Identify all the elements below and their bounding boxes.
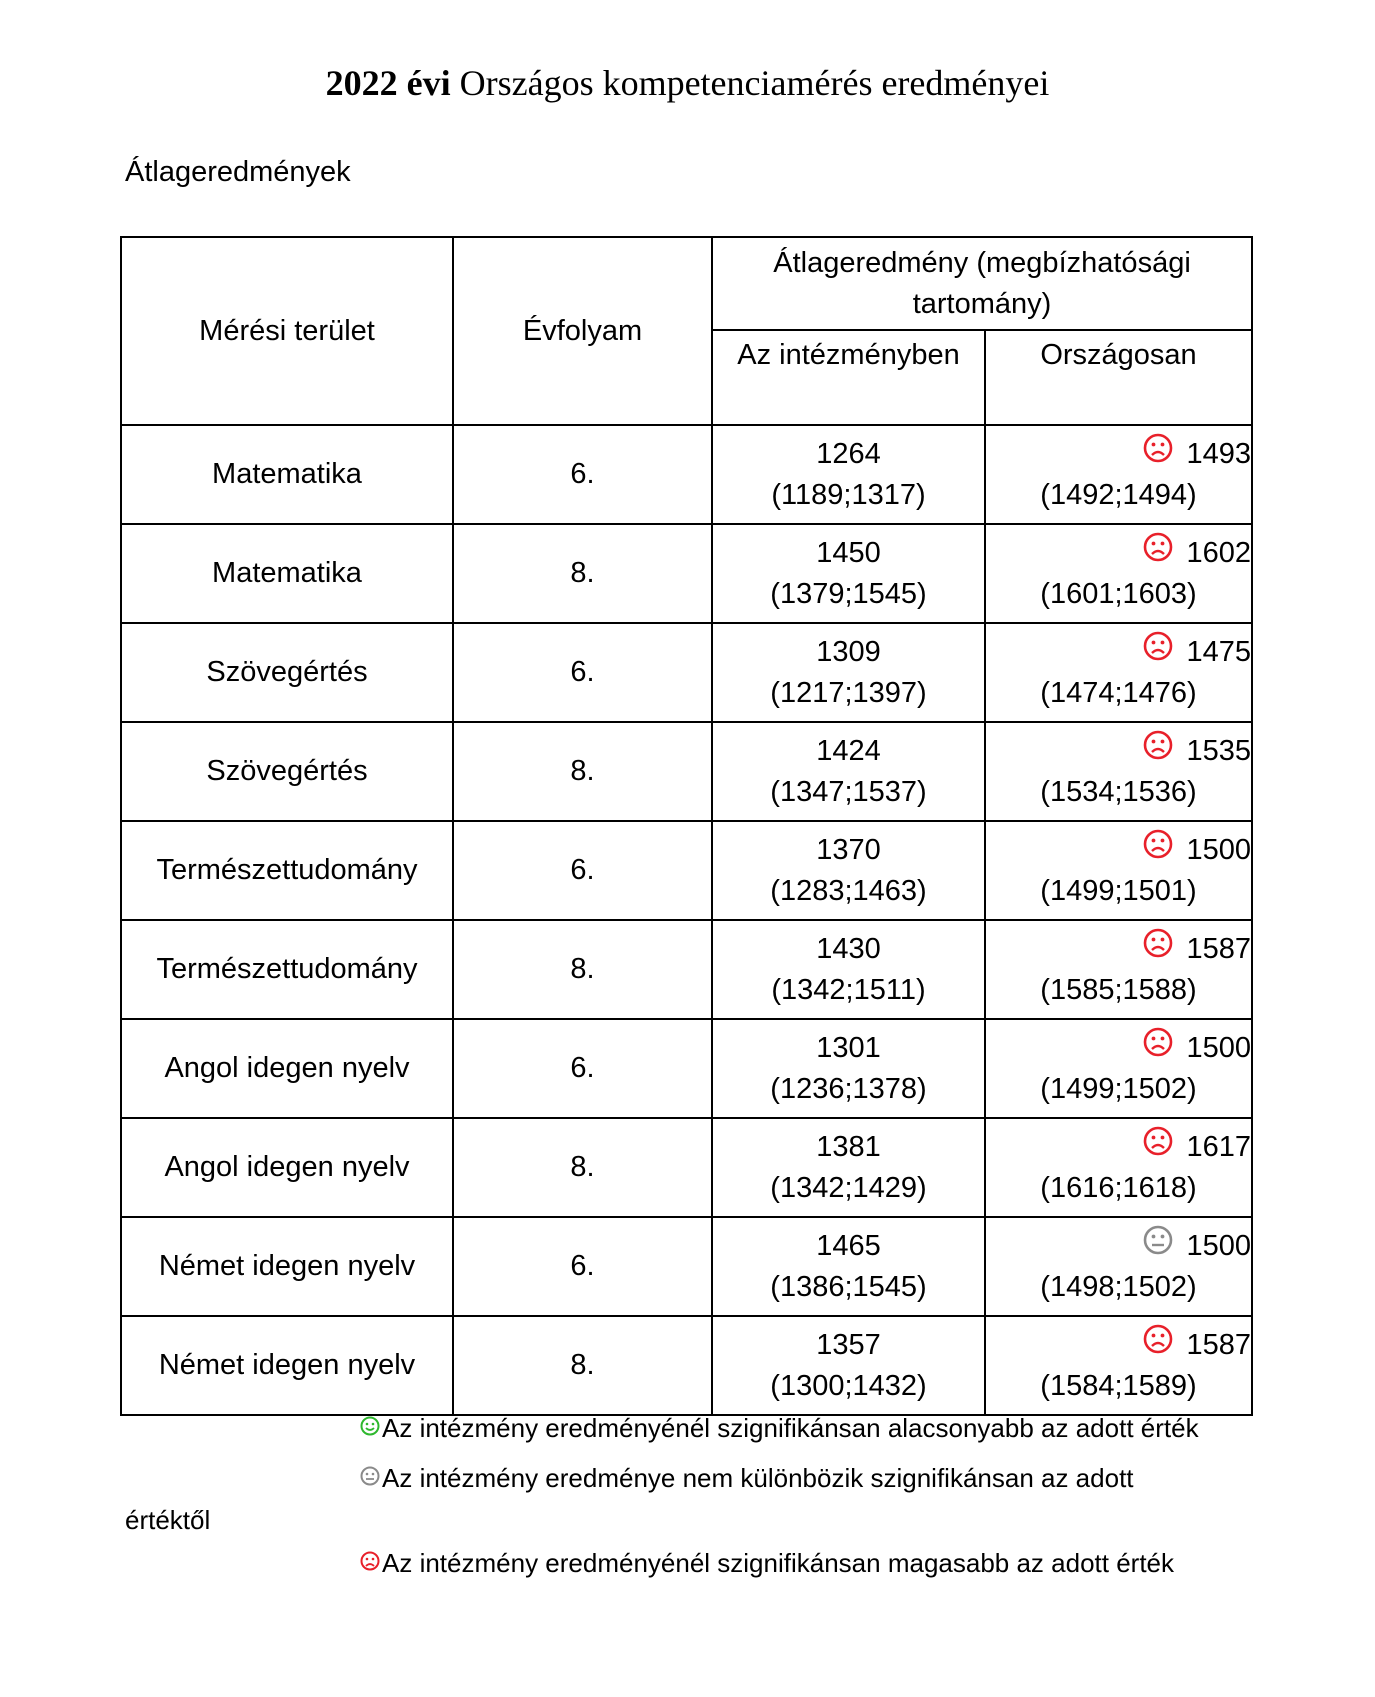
institution-range: (1300;1432) [770, 1369, 927, 1402]
neutral-face-icon [1143, 1225, 1173, 1255]
header-grade: Évfolyam [453, 237, 712, 425]
institution-range: (1347;1537) [770, 775, 927, 808]
cell-national [985, 1316, 1252, 1415]
table-row [121, 1019, 1252, 1118]
cell-national [985, 821, 1252, 920]
national-range: (1534;1536) [1040, 775, 1197, 808]
cell-area: Matematika [121, 425, 453, 524]
cell-institution [712, 1316, 985, 1415]
national-range: (1492;1494) [1040, 478, 1197, 511]
national-average: 1493 [1186, 437, 1252, 470]
cell-national [985, 623, 1252, 722]
cell-area: Természettudomány [121, 821, 453, 920]
cell-institution [712, 524, 985, 623]
sad-face-icon [1143, 730, 1173, 760]
table-row [121, 1217, 1252, 1316]
happy-face-icon [360, 1416, 380, 1436]
cell-grade: 6. [453, 425, 712, 524]
table-row [121, 821, 1252, 920]
legend-higher-text: Az intézmény eredményénél szignifikánsan magasabb az adott érték [382, 1548, 1174, 1578]
neutral-face-icon [360, 1466, 380, 1486]
national-range: (1601;1603) [1040, 577, 1197, 610]
cell-institution [712, 623, 985, 722]
cell-national [985, 425, 1252, 524]
legend-lower-text: Az intézmény eredményénél szignifikánsan alacsonyabb az adott érték [382, 1413, 1199, 1443]
page-title [0, 62, 1375, 104]
national-average: 1587 [1186, 932, 1252, 965]
cell-institution [712, 1217, 985, 1316]
header-area: Mérési terület [121, 237, 453, 425]
institution-range: (1189;1317) [771, 478, 926, 511]
cell-grade: 8. [453, 1118, 712, 1217]
national-range: (1474;1476) [1040, 676, 1197, 709]
institution-range: (1386;1545) [770, 1270, 927, 1303]
national-average: 1535 [1186, 734, 1252, 767]
national-average: 1602 [1186, 536, 1252, 569]
institution-average: 1430 [816, 932, 881, 965]
institution-average: 1301 [816, 1031, 881, 1064]
national-range: (1498;1502) [1040, 1270, 1197, 1303]
section-subtitle: Átlageredmények [125, 156, 351, 188]
cell-institution [712, 1019, 985, 1118]
table-row [121, 1316, 1252, 1415]
national-average: 1475 [1186, 635, 1252, 668]
table-row [121, 425, 1252, 524]
cell-area: Szövegértés [121, 722, 453, 821]
legend-same-continued: értéktől [125, 1505, 211, 1535]
sad-face-icon [1143, 928, 1173, 958]
national-range: (1499;1501) [1040, 874, 1197, 907]
header-national: Országosan [985, 330, 1252, 425]
cell-national [985, 524, 1252, 623]
cell-area: Szövegértés [121, 623, 453, 722]
cell-institution [712, 722, 985, 821]
cell-national [985, 1217, 1252, 1316]
cell-national [985, 722, 1252, 821]
cell-institution [712, 425, 985, 524]
national-average: 1500 [1186, 833, 1252, 866]
table-row [121, 920, 1252, 1019]
institution-range: (1342;1511) [771, 973, 926, 1006]
sad-face-icon [1143, 1324, 1173, 1354]
national-range: (1585;1588) [1040, 973, 1197, 1006]
cell-area: Német idegen nyelv [121, 1316, 453, 1415]
cell-area: Német idegen nyelv [121, 1217, 453, 1316]
legend-same [360, 1462, 1134, 1494]
institution-range: (1379;1545) [770, 577, 927, 610]
sad-face-icon [1143, 433, 1173, 463]
institution-average: 1424 [816, 734, 881, 767]
header-average-group: Átlageredmény (megbízhatósági tartomány) [712, 237, 1252, 330]
title-text: Országos kompetenciamérés eredményei [459, 63, 1050, 103]
cell-national [985, 1019, 1252, 1118]
cell-institution [712, 920, 985, 1019]
institution-average: 1465 [816, 1229, 881, 1262]
sad-face-icon [1143, 829, 1173, 859]
cell-grade: 6. [453, 821, 712, 920]
national-average: 1587 [1186, 1328, 1252, 1361]
table-row [121, 1118, 1252, 1217]
sad-face-icon [1143, 1126, 1173, 1156]
sad-face-icon [1143, 532, 1173, 562]
institution-average: 1370 [816, 833, 881, 866]
national-range: (1584;1589) [1040, 1369, 1197, 1402]
national-average: 1500 [1186, 1229, 1252, 1262]
header-institution: Az intézményben [712, 330, 985, 425]
institution-average: 1309 [816, 635, 881, 668]
cell-national [985, 920, 1252, 1019]
institution-range: (1342;1429) [770, 1171, 927, 1204]
cell-grade: 8. [453, 1316, 712, 1415]
sad-face-icon [1143, 1027, 1173, 1057]
cell-grade: 6. [453, 1217, 712, 1316]
results-table [120, 236, 1253, 1416]
sad-face-icon [1143, 631, 1173, 661]
cell-institution [712, 1118, 985, 1217]
institution-average: 1357 [816, 1328, 881, 1361]
national-range: (1499;1502) [1040, 1072, 1197, 1105]
title-year: 2022 évi [325, 63, 451, 103]
table-row [121, 722, 1252, 821]
legend-lower [360, 1412, 1199, 1444]
header-row [121, 237, 1252, 330]
institution-average: 1450 [816, 536, 881, 569]
cell-area: Angol idegen nyelv [121, 1118, 453, 1217]
cell-grade: 8. [453, 524, 712, 623]
institution-range: (1283;1463) [770, 874, 927, 907]
cell-grade: 6. [453, 1019, 712, 1118]
cell-institution [712, 821, 985, 920]
national-average: 1617 [1186, 1130, 1252, 1163]
cell-area: Angol idegen nyelv [121, 1019, 453, 1118]
table-row [121, 623, 1252, 722]
national-average: 1500 [1186, 1031, 1252, 1064]
institution-range: (1236;1378) [770, 1072, 927, 1105]
table-row [121, 524, 1252, 623]
sad-face-icon [360, 1551, 380, 1571]
cell-national [985, 1118, 1252, 1217]
legend-higher [360, 1547, 1174, 1579]
institution-average: 1381 [816, 1130, 881, 1163]
legend-same-text: Az intézmény eredménye nem különbözik szignifikánsan az adott [382, 1463, 1134, 1493]
cell-grade: 8. [453, 920, 712, 1019]
national-range: (1616;1618) [1040, 1171, 1197, 1204]
cell-area: Matematika [121, 524, 453, 623]
cell-grade: 8. [453, 722, 712, 821]
institution-range: (1217;1397) [770, 676, 927, 709]
institution-average: 1264 [816, 437, 881, 470]
cell-area: Természettudomány [121, 920, 453, 1019]
cell-grade: 6. [453, 623, 712, 722]
